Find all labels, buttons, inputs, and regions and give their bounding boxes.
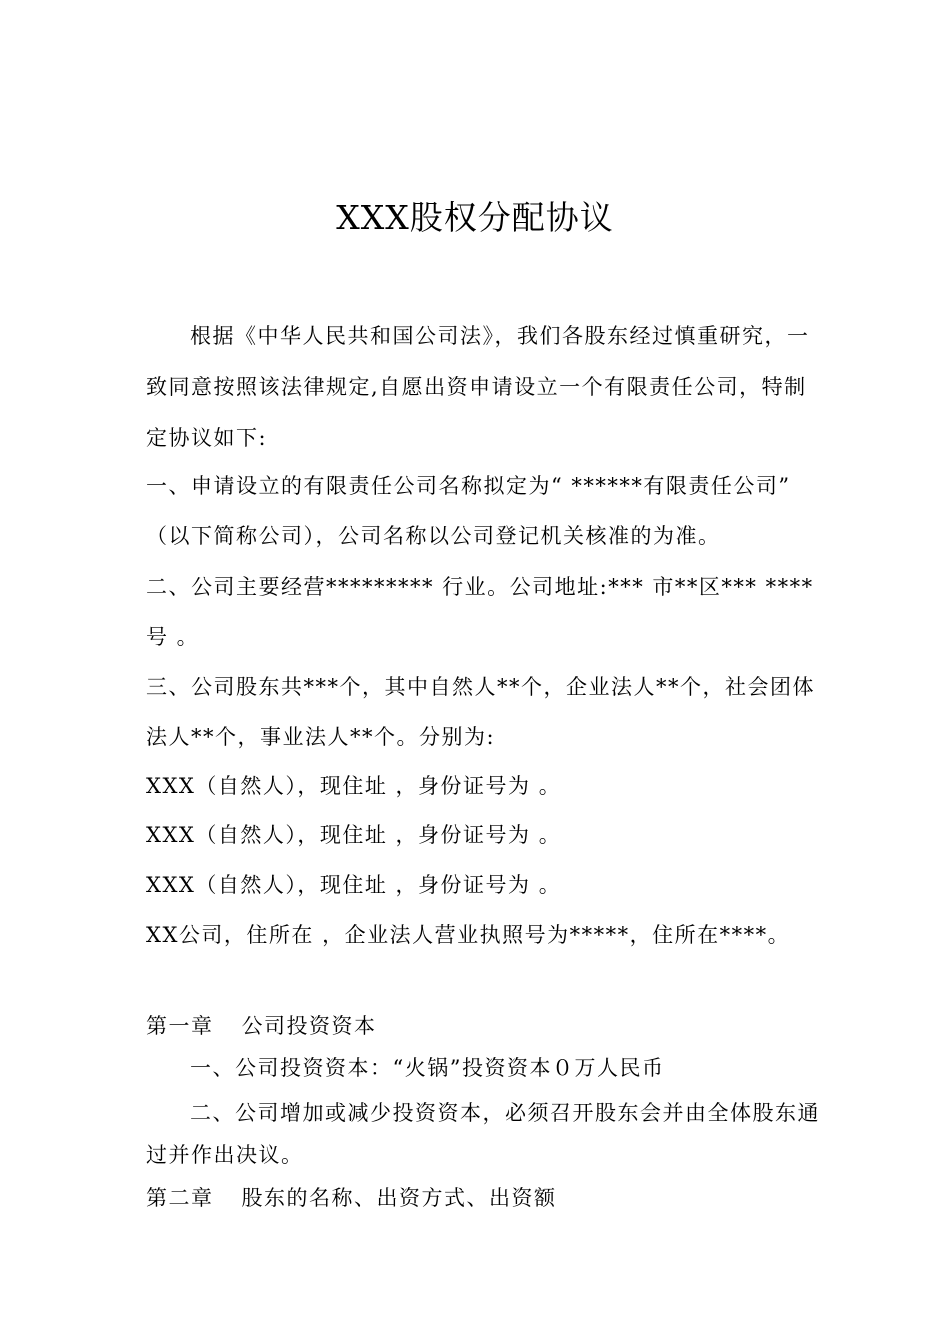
intro-line-3: 定协议如下: (146, 426, 268, 450)
chapter2-number: 第二章 (146, 1186, 214, 1210)
clause2-line-1: 二、公司主要经营********* 行业。公司地址:*** 市**区*** **** (146, 575, 814, 599)
chapter1-number: 第一章 (146, 1014, 214, 1038)
shareholder-item: XXX（自然人），现住址 ，身份证号为 。 (146, 823, 562, 847)
chapter2-title: 股东的名称、出资方式、出资额 (241, 1186, 557, 1210)
clause3-line-2: 法人**个，事业法人**个。分别为: (146, 725, 496, 749)
chapter1-heading (146, 1010, 377, 1040)
shareholder-item: XX公司，住所在 ，企业法人营业执照号为*****，住所在****。 (146, 923, 791, 947)
shareholder-item: XXX（自然人），现住址 ，身份证号为 。 (146, 873, 562, 897)
document-title: XXX股权分配协议 (336, 198, 614, 237)
chapter1-item-1: 一、公司投资资本：“火锅”投资资本０万人民币 (190, 1056, 665, 1080)
chapter1-title: 公司投资资本 (241, 1014, 377, 1038)
intro-line-2: 致同意按照该法律规定,自愿出资申请设立一个有限责任公司，特制 (146, 375, 807, 399)
clause1-line-2: （以下简称公司），公司名称以公司登记机关核准的为准。 (146, 524, 721, 548)
chapter2-heading (146, 1182, 557, 1212)
clause3-line-1: 三、公司股东共***个，其中自然人**个，企业法人**个，社会团体 (146, 675, 815, 699)
intro-line-1: 根据《中华人民共和国公司法》，我们各股东经过慎重研究，一 (190, 324, 810, 348)
shareholder-item: XXX（自然人），现住址 ，身份证号为 。 (146, 774, 562, 798)
clause1-line-1: 一、申请设立的有限责任公司名称拟定为“ ******有限责任公司” (146, 474, 791, 498)
clause2-line-2: 号 。 (146, 625, 200, 649)
chapter1-item-2-line-2: 过并作出决议。 (146, 1143, 304, 1167)
chapter1-item-2-line-1: 二、公司增加或减少投资资本，必须召开股东会并由全体股东通 (190, 1101, 820, 1125)
